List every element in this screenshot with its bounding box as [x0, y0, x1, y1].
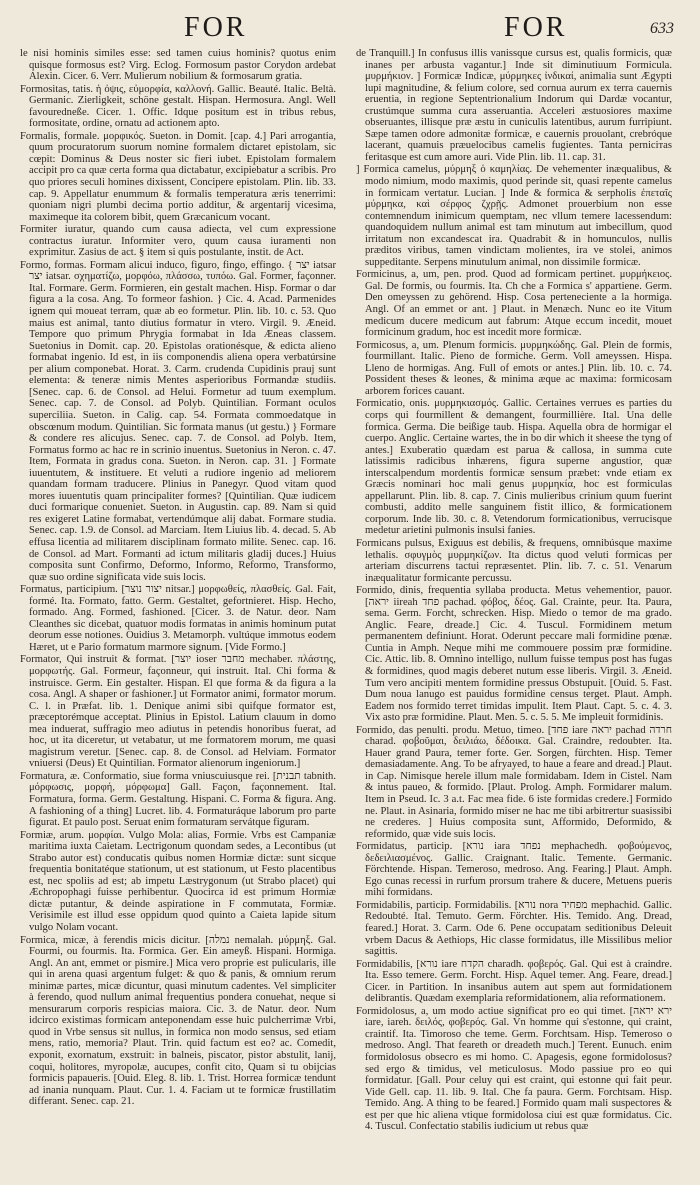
dictionary-entry: Formicosus, a, um. Plenum formicis. μυρμηκώδης. Gal. Plein de formis, fourmillant. Italic. Pieno de formiche. Germ. Voll ameyssen. Hispa. Lleno de hormigas. Ang. Full of emots or antes.] Plin. lib. 10. c. 74. Possident theses & leones, & minima æque ac maxima: formicosam arborem forices cauant. — [356, 339, 672, 397]
running-head-right: FOR — [504, 12, 568, 43]
dictionary-entry: Formicinus, a, um, pen. prod. Quod ad formicam pertinet. μυρμήκειος. Gal. De formis, ou fourmis. Ita. Ch che a Formica s' appartiene. Germ. Den omeyssen zu gehörend. Hisp. Cosa perteneciente a la hormiga. Angl. Of an emmet or ant. ] Plaut. in Menæch. Nunc eo ite Vitum medicum ducere medicum aut fabrum: Atque eccum incedit, mouet formicinum gradum, hoc est incedit more formicæ. — [356, 269, 672, 339]
dictionary-entry: Formatura, æ. Conformatio, siue forma vniuscuiusque rei. [תבנית tabnith. μόρφωσις, μορφή, μόρφωμα] Gall. Façon, façonnement. Ital. Formatura, forma. Germ. Gestaltung. Hispani. C. Forma & figura. Ang. A fashioning of a thing] Lucret. lib. 4. Formaturáque laborum pro parte figurat. Et paulo post. Seruat enim formaturam servátque figuram. — [20, 770, 336, 829]
dictionary-entry: Formo, formas. Formam alicui induco, figuro, fingo, effingo. { יצר iatsar יצר iatsar. σχηματίζω, μορφόω, πλάσσω, τυπόω. Gal. Former, façonner. Ital. Formare. Germ. Formieren, ein gestalt machen. Hisp. Formar o dar figura a la cosa. Ang. To formeor fashion. } Cic. 4. Acad. Parmenides ignem qui moueat terram, quæ ab eo formetur. Plin. lib. 10. c. 53. Quo maius est animal, tanto diutius formatur in vtero. Virgil. 9. Æneid. Tempore quo primum Phrygia formabat in Ida Æneas classem. Suetonius in Domit. cap. 20. Epistolas orationésque, & edicta alieno formabat ingenio. Id est, in iis componendis aliena opera verbatúrsine per alium componebat. Horat. 3. Carm. crudenda Cupidinis prauj sunt elementa: & teneræ nimis Mentes asperioribus Formandæ studiis. [Senec. cap. 6. de Consol. ad Helui. Formetur ad tuum exemplum. Senec. cap. 7. de Consol. ad Polyb. Quintilian. Formant oculos superciliia. Sueton. in Calig. cap. 54. Formata commoedatque in obscœnum modum. Quintilian. Sic formata manus (ut gestu.) } Formare & condere res alicujus. Senec. cap. 7. de Consol. ad Polyb. Item, Formatus formo ac hac re in scrinio inuentus. Suetonius in Neron. c. 47. Item, Formata in gradus cona. Sueton. in Neron. cap. 31. ] Formate iuuentutem, & instituere. Et veluti a rudiore ingenio ad meliorem quandam formam traducere. Plinius in Panegyr. Quod vitam quod mores iuuentutis quam principaliter formes? [Quintilian. Quæ iudicem duci formarique conueniet. Sueton. in Augustin. cap. 89. Nam si quid res exigeret Latine formabat, vertendúmque alij dabat. Formare studia. Senec. cap. 1.9. de Consol. ad Marciam. Item Liuius lib. 4. decad. 5. Ab effusa licentia ad militarem disciplinam formato milite. Senec. cap. 16. de Consol. ad Mart. Formanti ad ictum militaris gladij duces.] Huius composita sunt Confirmo, Deformo, Informo, Reformo, Transformo, quæ suo ordine significata vide suis locis. — [20, 259, 336, 583]
dictionary-entry: Formator, Qui instruit & format. [יוצר ioser מחבר mechaber. πλάστης, μορφωτής. Gal. Formeur, façonneur, qui instruit. Ital. Chi forma & instruisce. Germ. Ein gestalter. Hispan. El que forma & da figura a la cosa. Angl. A shaper or fashioner.] ut Formator animi, formator morum. C. l. in Præfat. lib. 1. Denique animi sibi quifque formator est, præceptorémque acceptat. Plinius in Epistol. Latium clauum in domo mea induerat, suffragio meo adiutus in petendis honoribus fuerat, ad hoc, ut ita diceretur, ut vetabatur, ut me formatorem morum, me quasi magistrum veretur. [Senec. cap. 8. de Consol. ad Helviam. Formator vniuersi (Deus) Et Quintilian. Formator alienorum ingeniorum.] — [20, 654, 336, 770]
dictionary-entry: de Tranquill.] In confusus illis vanissque cursus est, qualis formicis, quæ inanes per arbusta vagantur.] Inde sit diminutiuum Formicula. μυρμήκιον. ] Formicæ Indicæ, μύρμηκες ἰνδικαί, animalia sunt Ægypti lupi magnitudine, & felium colore, sed cornua aurum ex terra cauernis eruentia, in regione Septentrionalium Indorum qui Dardæ vocantur, crustúmque summa cura asseruantia. Acceleri æstuosiores maxime obseruantes, illisque præ æstu in cuniculis latentibus, aurum furripiunt. Sæpe tamen odore admonitæ formicæ, e cauernis prouolant, crebróque lacerant, quamuis præuelocibus camelis fugientes. Tanta perniciтas feritasque est cum amore auri. Vide Plin. lib. 11. cap. 31. — [356, 48, 672, 163]
dictionary-entry: Formidolosus, a, um modo actiue significat pro eo qui timet. [ירא יראה iare, iareh. δειλός, φοβερός. Gal. Vn homme qui s'estonne, qui craint, craintif. Ita. Timoroso che teme. Germ. Forchtsam. Hisp. Temeroso o medroso. Angl. That feareth or dreadeth much.] Terent. Eunuch. enim formidolosus obsecro es mi homo. C. Apagesis, egone formidolosus? sed ergo & timidus, vel meticulosus. Modo passiue pro eo qui formidatur. [Gall. Pour celuy qui est craint, qui estonne qui fait peur. Vide Gell. cap. 11. lib. 9. Ital. Che fa paura. Germ. Forchtsam. Hisp. Temido. Ang. A thing to be feared.] Formido quam mali suspectores & est per que hic aliena vtique formidolosa ciui est quæ formidatus. Cic. 4. Tuscul. Confectatio stabilis iudicium ut rebus quæ — [356, 1005, 672, 1133]
page-number: 633 — [650, 20, 674, 37]
dictionary-entry: Formidatus, particip. [נורא iara נפחד mephachedh. φοβούμενος, δεδειλιασμένος. Gallic. Craignant. Italic. Temente. Germanic. Förchtende. Hispan. Temeroso, medroso. Ang. Fearing.] Plaut. Amph. Ego cunas recessi in rurfum prorsum trahere & ducere, Metuens pueris mihi formidans. — [356, 841, 672, 899]
dictionary-entry: Formidabilis, particip. Formidabilis. [נורא nora מפחיד mephachid. Gallic. Redoubté. Ital. Temuto. Germ. Förchter. His. Temido. Ang. Dread, feared.] Horat. 3. Carm. Ode 6. Pene occupatam seditionibus Deleuit vrbem Dacus & Aethiops, Hic classe formidatus, ille Missilibus melior sagittis. — [356, 899, 672, 958]
dictionary-entry: Formiæ, arum. μορφίαι. Vulgo Mola: alias, Formie. Vrbs est Campaniæ maritima iuxta Caietam. Lectrigonum quondam sedes, a Lecontibus (ut Strabo autor est) conducatis quibus nomen Hormiæ dictæ: sunt sicque frequentia bonitatéque stationum, ut est stationum, ut Festo placentibus est, nec spoliis ad est; ab impetu Læstrygonum (ut Strabo placet) qui Æchropophagi fuisse perhibentur. Quocirca id est primum Hormiæ dictæ putantur, & deinde aspiratione in F commutata, Formiæ. Verisimile est illud esse oppidum quod quinto a Caieta lapide situm vulgo Nolam vocant. — [20, 829, 336, 934]
dictionary-entry: Formicatio, onis. μυρμηκιασμός. Gallic. Certaines verrues es parties du corps qui fourmillent & demangent, fourmillière. Ital. Una delle formica. Germa. Die beißige taub. Hispa. Aquella obra de hormigar el cuerpo. Anglic. Certaine wartes, the in bo dir which it sheese the tyng of antes.] Exuberatio quædam est parua & callosa, in summa cute latissimis radicibus inhærens, figura superne angustior, quæ interscalpendum mordentis formicæ sensum præbet: vnde etiam ex Græcis nominari hoc mali genus μυρμηκία, hoc est formiculas appellarunt. Plin. lib. 8. cap. 7. Cinis mulieribus crinium quum fuerint combusti, addito melle sanguinem fistit illico, & formicationem corporum. Inde lib. 30. c. 8. Vetendorum formicationibus, verrucisque medetur arietini pulmonis insulsi fanies. — [356, 398, 672, 537]
right-column — [356, 48, 672, 1163]
dictionary-entry: Formalis, formale. μορφικός. Sueton. in Domit. [cap. 4.] Pari arrogantia, quum procuratorum suorum nomine formalem dictaret epistolam, sic cœpit: Dominus & Deus noster sic fieri iubet. Epistolam formalem accipit pro ca quæ certa forma qua dictabatur, excipiebatur a scribis. Pro quo priores seculi homines dixissent, Concipere epistolam. Plin. lib. 33. cap. 9. Appellatur enummum & formalis temperatura æris tenerrimi: quoniam nigri plumbi decima portio additur, & argentarij vicesima, maximeque ita colorem bibit, quem Græcanicum vocant. — [20, 130, 336, 223]
left-column — [20, 48, 336, 1163]
dictionary-entry: Formica, micæ, à ferendis micis dicitur. [נמלה nemalah. μύρμηξ. Gal. Fourmi, ou fourmis. Ita. Formica. Ger. Ein ameyß. Hispani. Hormiga. Angl. An ant, emmet or pismire.] Mica vero proprie est pulicularis, ille qui in arena quasi argentum fulget: & quo & panis, & omnium rerum minimæ partes, micæ dicuntur, quasi minutum cadentes. Vel simpliciter à ferendo, quod nullum animal frequentius pondera conuehat, neque si mensurarum corporis respicias maiora. Cic. 3. de Natur. deor. Num idcirco existimas formicam anteponendam esse huic pulcherrimæ Vrbi, quod in Vrbe sensus sit nullus, in formica non modo sensus, sed etiam mens, ratio, memoria? Plaut. Trin. quid factum est eo? ac. Comedit, exponit, exornatum, exstruit: in balneis, piscator, pistor abstulit, lanij, coqui, holitores, myropolæ, aucupes, confit cito, Quam si tu obijcias formicis papaueris. [Ouid. Eleg. 8. lib. 1. Trist. Horrea formicæ tendunt ad inania nunquam. Plaut. Cur. 1. 4. Faciam ut te formicæ frustillatim differant. Senec. cap. 21. — [20, 934, 336, 1108]
dictionary-entry: Formositas, tatis. ἡ ὀψις, εὐμορφία, καλλονή. Gallic. Beauté. Italic. Beltà. Germanic. Zierligkeit, schöne gestalt. Hispan. Hermosura. Angl. Well favouredneße. Cicer. 1. Offic. Idque positum est in tribus rebus, formositate, ordine, ornatu ad actionem apto. — [20, 83, 336, 130]
dictionary-entry: Formido, dinis, frequentia syllaba producta. Metus vehementior, pauor. [יראה iireah פחד pachad. φόβος, δέος. Gal. Crainte, peur. Ita. Paura, sema. Germ. Forcht, schrecken. Hisp. Miedo o temor de ma grado. Anglic. Feare, dreade.] Cic. 4. Tuscul. Formidinem metum permanentem definiunt. Horat. Oderunt peccare mali formidine pœnæ. Cuntia in Amph. Neque mihi me commouere possim præ formidine. Cic. Attic. lib. 8. Omnino intelligo, nullum fuisse tempus post has fugas & formidines, quod magis deberet nutum esse liberis. Virgil. 3. Æneid. Tum vero ancipiti mentem formidine pressus Obstupuit. [Ouid. 5. Fast. Dum noua lanugo est pauidus formidine census terget. Plaut. Amph. Eadem nos formido terret timidas impulit. Item Plaut. Capt. 5. c. 4. 3. Vix asto præ formidine. Plaut. Men. 5. c. 5. 5. Me impleuit formidinis. — [356, 585, 672, 724]
dictionary-entry: Formatus, participium. [יצור נוצר nitsar.] μορφωθείς, πλασθείς. Gal. Fait, formé. Ita. Formato, fatto. Germ. Gestaltet, gefortnieret. Hisp. Hecho, formado. Ang. Formed, fashioned. [Cicer. 3. de Natur. deor. Nam Cleanthes sic dicebat, quatuor modis formatas in animis hominum putat deorum esse notiones. Ouidius 3. Metamorph. vultúque immotus eodem Hæret, ut e Pario formatum marmore signum. [Vide Formo.] — [20, 584, 336, 653]
dictionary-entry: Formidabilis, [נורא iare הקדח charadh. φοβερός. Gal. Qui est à craindre. Ita. Esso temere. Germ. Forcht. Hisp. Aquel temer. Ang. Feare, dread.] Cicer. in Partition. In insanibus autem aut spem aut formidationem delibrantis. Quædam exemplaria reformidationem, alia reformationem. — [356, 958, 672, 1005]
dictionary-entry: ] Formica camelus, μύρμηξ ὁ καμηλίας. De vehementer inæqualibus, & modo nimium, modo maximis, quod perinde sit, quasi repente camelus in formicam vertatur. Lucian. ] Inde & formica & serpholis ἐπεταῖς μύρμηκα, καὶ σέρφος ζχρῇς. Admonet prouerbium non esse contemnendum inimicum quemptam, nec vllum temere lacessendum: quandoquidem nullum animal est tam minutum aut imbecillum, quod irritatum non excandescat ira. Quadrabit & in homunculos, nullis præditos viribus, tamen vindictam molientes, ira ve stolei, animos suppeditante. Serpens minutulum animal, non dissimile formicæ. — [356, 164, 672, 268]
dictionary-entry: Formido, das penulti. produ. Metuo, timeo. [פחד iare יראה pachad חרדה charad. φοβοῦμαι, δειλιάω, δέδοικα. Gal. Craindre, redoubter. Ita. Hauer grand Paura, temer forte. Ger. Sorgen, fürchten. Hisp. Temer demasiadamente. Ang. To be afryayed, to haue a feare and dread.] Plaut. in Cap. Nimisque herele illum male formidabam. Idem in Cistel. Nam & intus paueo, & formido. [Plaut. Prolog. Amph. Formidarer malum. Item in Pseud. Ic. 3 a.t. Fac mea fide. 6 iste formidas credere.] Formido ne. Plaut. in Asinaria, formido miser ne hac me tibi arbitrertur suasissibi ne crederes. ] Huius composita sunt, Afformido, Deformido, & reformido, quæ vide suis locis. — [356, 724, 672, 840]
dictionary-entry: le nisi hominis similes esse: sed tamen cuius hominis? quotus enim quisque formosus est? Virg. Eclog. Formosum pastor Corydon ardebat Alexin. Cicer. 6. Verr. Mulierum nobilium & formosarum gratia. — [20, 48, 336, 83]
running-head — [34, 12, 680, 46]
dictionary-entry: Formicans pulsus, Exiguus est debilis, & frequens, omnibúsque maxime lethalis. σφυγμὸς μυρμηκίζων. Ita dictus quod veluti formicas per arteriam discurrens tactui repræsentet. Plin. lib. 7. c. 51. Venarum inæqualitatur formicante percussu. — [356, 537, 672, 584]
running-head-left: FOR — [184, 12, 248, 43]
dictionary-entry: Formiter iuratur, quando cum causa adiecta, vel cum expressione contractus iuratur. Informiter vero, quum causa iuramenti non exprimitur. Zasius de act. § item si quis postulante, instit. de Act. — [20, 224, 336, 259]
